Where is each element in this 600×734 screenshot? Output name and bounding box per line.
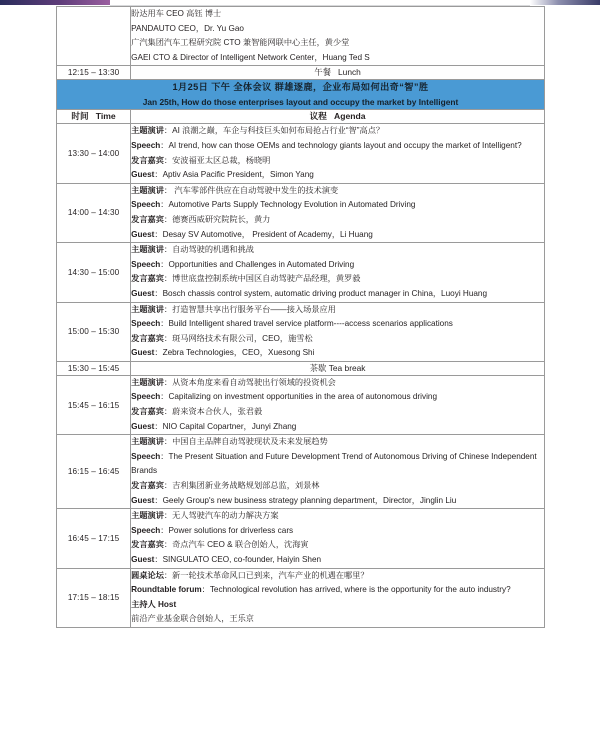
time-cell: 16:15 – 16:45 — [57, 435, 131, 509]
agenda-line-label: Guest — [131, 495, 155, 505]
agenda-table — [56, 6, 545, 628]
agenda-line-label: Speech — [131, 259, 161, 269]
agenda-line-separator: ： — [160, 525, 169, 535]
agenda-line-separator: ： — [201, 585, 210, 595]
agenda-cell — [131, 302, 545, 361]
agenda-line — [131, 583, 544, 598]
agenda-line-text: Build Intelligent shared travel service platform----access scenarios applications — [168, 319, 453, 329]
table-row-headers — [57, 110, 545, 124]
agenda-line-separator: ： — [160, 259, 169, 269]
agenda-cell-tea-break — [131, 361, 545, 375]
table-row — [57, 375, 545, 434]
agenda-line-label: 发言嘉宾 — [131, 155, 164, 165]
agenda-line-text: Opportunities and Challenges in Automated Driving — [168, 259, 355, 269]
column-header-time — [57, 110, 131, 124]
agenda-line-text: Automotive Parts Supply Technology Evolution in Automated Driving — [168, 200, 416, 210]
agenda-line-label: Speech — [131, 140, 161, 150]
agenda-line-label: 主题演讲 — [131, 377, 164, 387]
agenda-cell — [131, 509, 545, 568]
agenda-line — [131, 494, 544, 509]
agenda-line-label: Speech — [131, 319, 161, 329]
table-row — [57, 509, 545, 568]
agenda-line-separator: ： — [163, 377, 173, 387]
agenda-line-label: Guest — [131, 229, 155, 239]
agenda-line-separator: ： — [160, 140, 169, 150]
agenda-line-label: 发言嘉宾 — [131, 333, 164, 343]
agenda-line-text: Capitalizing on investment opportunities in the area of autonomous driving — [168, 392, 437, 402]
tea-break-label-cn: 茶歇 — [309, 362, 327, 373]
table-row-lunch — [57, 66, 545, 80]
table-row — [57, 435, 545, 509]
column-header-agenda — [131, 110, 545, 124]
agenda-line-text: Bosch chassis control system, automatic driving product manager in China，Luoyi Huang — [162, 288, 488, 298]
agenda-line-separator: ： — [154, 555, 163, 564]
agenda-line — [131, 524, 544, 539]
column-header-agenda-en: Agenda — [334, 111, 366, 122]
agenda-line-text: 蔚来资本合伙人，张君毅 — [172, 407, 263, 417]
agenda-line-label: Speech — [131, 392, 161, 402]
agenda-line-label: Guest — [131, 288, 155, 298]
table-row — [57, 302, 545, 361]
agenda-line-text: 无人驾驶汽车的动力解决方案 — [172, 511, 279, 521]
agenda-line-text: The Present Situation and Future Development Trend of Autonomous Driving of Chinese Independent Brands — [131, 451, 537, 476]
header-spacer-1 — [91, 111, 93, 121]
carryover-line-3: 广汽集团汽车工程研究院 CTO 兼智能网联中心主任，黄少堂 — [131, 38, 350, 48]
lunch-label-en: Lunch — [338, 67, 361, 78]
agenda-line — [131, 139, 544, 154]
agenda-line-separator: ： — [163, 481, 173, 491]
agenda-line-separator: ： — [154, 170, 163, 180]
agenda-line — [131, 272, 544, 287]
agenda-line — [131, 598, 544, 613]
agenda-line-text: AI 浪潮之巅，车企与科技巨头如何布局抢占行业“智”高点？ — [172, 126, 385, 136]
agenda-line — [131, 332, 544, 347]
time-cell: 15:45 – 16:15 — [57, 375, 131, 434]
column-header-time-en: Time — [95, 111, 116, 122]
agenda-line — [131, 509, 544, 524]
carryover-line-4: GAEI CTO & Director of Intelligent Network Center，Huang Ted S — [131, 52, 370, 62]
agenda-line — [131, 376, 544, 391]
agenda-line-separator: ： — [163, 214, 173, 224]
agenda-line-separator: ： — [163, 570, 173, 580]
column-header-time-cn: 时间 — [71, 111, 89, 122]
agenda-line-label: 圆桌论坛 — [131, 570, 164, 580]
agenda-line-separator: ： — [163, 245, 173, 255]
agenda-line-text: 前沿产业基金联合创始人，王乐京 — [131, 614, 254, 624]
agenda-line-separator: ： — [163, 511, 173, 521]
agenda-line-text: 吉利集团新业务战略规划部总监，刘景林 — [172, 481, 320, 491]
agenda-line — [131, 553, 544, 568]
time-cell: 13:30 – 14:00 — [57, 124, 131, 183]
time-cell: 17:15 – 18:15 — [57, 568, 131, 627]
table-row-session-banner — [57, 80, 545, 110]
agenda-line — [131, 124, 544, 139]
agenda-line-text: Aptiv Asia Pacific President，Simon Yang — [162, 170, 314, 180]
agenda-line-separator: ： — [154, 229, 163, 239]
agenda-line — [131, 213, 544, 228]
agenda-line-text: AI trend, how can those OEMs and technology giants layout and occupy the market of Intelligent? — [168, 140, 522, 150]
agenda-cell-carryover — [131, 7, 545, 66]
agenda-line-label: Guest — [131, 348, 155, 358]
agenda-line — [131, 198, 544, 213]
table-row — [57, 183, 545, 242]
agenda-line — [131, 569, 544, 584]
slide-top-strip — [0, 0, 600, 5]
agenda-line — [131, 450, 544, 479]
session-banner-title-en: Jan 25th, How do those enterprises layout and occupy the market by Intelligent — [142, 97, 459, 108]
agenda-line-label: 主题演讲 — [131, 304, 164, 314]
agenda-line-separator: ： — [163, 333, 173, 343]
agenda-cell — [131, 568, 545, 627]
agenda-line — [131, 287, 544, 302]
header-spacer-2 — [329, 111, 331, 121]
agenda-line — [131, 420, 544, 435]
agenda-line — [131, 258, 544, 273]
agenda-line-text: Desay SV Automotive， President of Academy，Li Huang — [162, 229, 373, 239]
agenda-line-text: Zebra Technologies，CEO，Xuesong Shi — [162, 348, 315, 358]
agenda-line-separator: ： — [154, 421, 163, 431]
agenda-line — [131, 435, 544, 450]
agenda-line-text: 从资本角度来看自动驾驶出行领域的投资机会 — [172, 377, 336, 387]
agenda-line-separator: ： — [160, 392, 169, 402]
agenda-line — [131, 303, 544, 318]
table-row-carryover — [57, 7, 545, 66]
agenda-line-separator: ： — [154, 495, 163, 505]
agenda-line — [131, 317, 544, 332]
agenda-line-separator: ： — [154, 348, 163, 358]
time-cell: 15:00 – 15:30 — [57, 302, 131, 361]
agenda-line-separator: ： — [163, 185, 173, 195]
time-cell: 14:00 – 14:30 — [57, 183, 131, 242]
agenda-line-label: 主题演讲 — [131, 511, 164, 521]
agenda-line-separator: ： — [163, 540, 173, 550]
agenda-line-separator: ： — [163, 437, 173, 447]
time-cell-lunch: 12:15 – 13:30 — [57, 66, 131, 80]
agenda-line-text: SINGULATO CEO, co-founder, Haiyin Shen — [162, 555, 322, 564]
agenda-line-separator: ： — [154, 288, 163, 298]
time-cell-tea-break: 15:30 – 15:45 — [57, 361, 131, 375]
agenda-line — [131, 538, 544, 553]
agenda-line-text: 斑马网络技术有限公司，CEO，施雪松 — [172, 333, 313, 343]
agenda-line-label: 发言嘉宾 — [131, 540, 164, 550]
agenda-line-label: 发言嘉宾 — [131, 481, 164, 491]
session-banner — [57, 80, 545, 110]
agenda-line-text: 打造智慧共享出行服务平台——接入场景应用 — [172, 304, 336, 314]
agenda-line-separator: ： — [160, 451, 169, 461]
agenda-line — [131, 168, 544, 183]
agenda-line-label: 主持人 — [131, 599, 156, 609]
agenda-line-label: Guest — [131, 170, 155, 180]
agenda-line-text: Technological revolution has arrived, where is the opportunity for the auto industry? — [209, 585, 511, 595]
agenda-line-text: 中国自主品牌自动驾驶现状及未来发展趋势 — [172, 437, 328, 447]
time-cell-empty — [57, 7, 131, 66]
agenda-line-text: NIO Capital Copartner，Junyi Zhang — [162, 421, 297, 431]
agenda-line-label: Speech — [131, 525, 161, 535]
agenda-line-label: 发言嘉宾 — [131, 214, 164, 224]
agenda-line-label: 发言嘉宾 — [131, 407, 164, 417]
agenda-cell-lunch — [131, 66, 545, 80]
table-row — [57, 243, 545, 302]
agenda-line-text: Geely Group's new business strategy planning department，Director，Jinglin Liu — [162, 495, 457, 505]
agenda-line-text: 自动驾驶的机遇和挑战 — [172, 245, 254, 255]
agenda-line-text: 汽车零部件供应在自动驾驶中发生的技术演变 — [172, 185, 339, 195]
carryover-line-1: 盼达用车 CEO 高钰 博士 — [131, 9, 222, 18]
agenda-line-separator: ： — [160, 200, 169, 210]
agenda-line-text: 新一轮技术革命风口已到来，汽车产业的机遇在哪里？ — [172, 570, 369, 580]
agenda-line-label: Speech — [131, 451, 161, 461]
agenda-line-text: 奇点汽车 CEO & 联合创始人，沈海寅 — [172, 540, 309, 550]
agenda-line — [131, 154, 544, 169]
agenda-line-label: 主题演讲 — [131, 437, 164, 447]
session-banner-title-cn: 1月25日 下午 全体会议 群雄逐鹿，企业布局如何出奇“智”胜 — [172, 82, 429, 93]
table-row — [57, 124, 545, 183]
column-header-agenda-cn: 议程 — [309, 111, 327, 122]
agenda-line-separator: ： — [160, 319, 169, 329]
table-row-tea-break — [57, 361, 545, 375]
agenda-table-body — [57, 7, 545, 628]
agenda-cell — [131, 183, 545, 242]
agenda-cell — [131, 243, 545, 302]
agenda-cell — [131, 375, 545, 434]
strip-left-decoration — [0, 0, 110, 5]
agenda-line-separator: ： — [163, 274, 173, 284]
time-cell: 16:45 – 17:15 — [57, 509, 131, 568]
agenda-line-label: 主题演讲 — [131, 245, 164, 255]
lunch-label-cn: 午餐 — [314, 67, 332, 78]
agenda-line-text: 德赛西威研究院院长，黄力 — [172, 214, 271, 224]
tea-break-label-en: Tea break — [328, 362, 366, 373]
agenda-line — [131, 346, 544, 361]
table-row — [57, 568, 545, 627]
agenda-line-label: 主题演讲 — [131, 185, 164, 195]
agenda-cell — [131, 435, 545, 509]
agenda-line — [131, 612, 544, 627]
agenda-line-label: Speech — [131, 200, 161, 210]
agenda-line-label: Guest — [131, 555, 155, 564]
time-cell: 14:30 – 15:00 — [57, 243, 131, 302]
agenda-line-text: 博世底盘控制系统中国区自动驾驶产品经理，黄罗毅 — [172, 274, 361, 284]
agenda-cell — [131, 124, 545, 183]
agenda-line-label: 发言嘉宾 — [131, 274, 164, 284]
agenda-line — [131, 479, 544, 494]
agenda-line-text: Host — [158, 599, 177, 609]
agenda-line-text: 安波福亚太区总裁，杨晓明 — [172, 155, 271, 165]
agenda-line-separator: ： — [163, 155, 173, 165]
lunch-label-spacer — [333, 67, 335, 77]
agenda-line — [131, 228, 544, 243]
agenda-line-text: Power solutions for driverless cars — [168, 525, 294, 535]
carryover-line-2: PANDAUTO CEO，Dr. Yu Gao — [131, 23, 244, 33]
agenda-line — [131, 243, 544, 258]
agenda-line-separator: ： — [163, 126, 173, 136]
agenda-line-separator: ： — [163, 407, 173, 417]
strip-right-decoration — [530, 0, 600, 5]
agenda-line — [131, 405, 544, 420]
agenda-line-separator: ： — [163, 304, 173, 314]
agenda-line-label: Roundtable forum — [131, 585, 202, 595]
agenda-table-container — [56, 6, 545, 628]
agenda-line-label: 主题演讲 — [131, 126, 164, 136]
agenda-line — [131, 390, 544, 405]
agenda-line-label: Guest — [131, 421, 155, 431]
agenda-line — [131, 184, 544, 199]
